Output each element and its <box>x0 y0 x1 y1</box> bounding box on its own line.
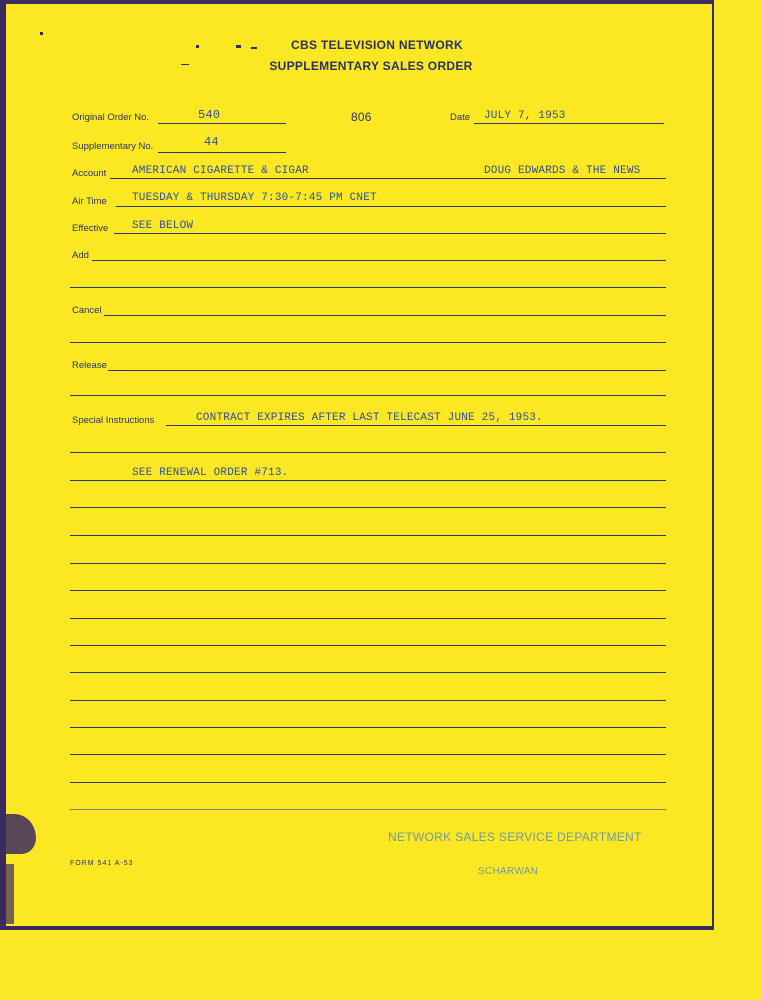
cancel-label: Cancel <box>72 305 102 316</box>
add-label: Add <box>72 250 89 261</box>
blank-line <box>70 782 666 783</box>
special-instruction-line-1: CONTRACT EXPIRES AFTER LAST TELECAST JUNE 25, 1953. <box>196 412 543 424</box>
blank-line <box>70 645 666 646</box>
cancel-rule <box>104 315 666 316</box>
signature: SCHARWAN <box>478 866 539 877</box>
corner-speck <box>40 32 43 35</box>
blank-line <box>70 700 666 701</box>
account-value: AMERICAN CIGARETTE & CIGAR <box>132 165 309 177</box>
original-order-rule <box>158 123 286 124</box>
effective-label: Effective <box>72 223 109 234</box>
supplementary-value: 44 <box>204 135 219 149</box>
air-time-value: TUESDAY & THURSDAY 7:30-7:45 PM CNET <box>132 192 377 204</box>
program-value: DOUG EDWARDS & THE NEWS <box>484 165 641 177</box>
date-value: JULY 7, 1953 <box>484 110 566 122</box>
blank-line <box>70 535 666 536</box>
date-label: Date <box>450 112 471 123</box>
blank-line <box>70 672 666 673</box>
header-speck <box>181 64 189 65</box>
account-rule <box>110 178 666 179</box>
supplementary-rule <box>158 152 286 153</box>
release-rule-2 <box>70 395 666 396</box>
supplementary-label: Supplementary No. <box>72 141 154 152</box>
effective-value: SEE BELOW <box>132 220 194 232</box>
date-rule <box>474 123 664 124</box>
cancel-rule-2 <box>70 342 666 343</box>
blank-line <box>70 754 666 755</box>
blank-line <box>70 563 666 564</box>
blank-line <box>70 809 666 810</box>
special-rule-3 <box>70 480 666 481</box>
order-number: 806 <box>351 110 372 124</box>
air-time-rule <box>116 206 666 207</box>
header-speck <box>236 45 241 48</box>
release-rule <box>108 370 666 371</box>
network-heading: CBS TELEVISION NETWORK <box>291 38 463 52</box>
original-order-value: 540 <box>198 108 221 122</box>
sales-service-department: NETWORK SALES SERVICE DEPARTMENT <box>388 830 642 844</box>
scan-margin <box>0 930 762 1000</box>
form-number: FORM 541 A-53 <box>70 860 134 867</box>
blank-line <box>70 590 666 591</box>
account-label: Account <box>72 168 107 179</box>
form-title: SUPPLEMENTARY SALES ORDER <box>269 59 473 73</box>
special-instruction-line-2: SEE RENEWAL ORDER #713. <box>132 467 289 479</box>
add-rule <box>92 260 666 261</box>
header-speck <box>196 45 199 48</box>
edge-wear-left <box>0 814 36 854</box>
release-label: Release <box>72 360 107 371</box>
blank-line <box>70 727 666 728</box>
effective-rule <box>114 233 666 234</box>
special-instructions-label: Special Instructions <box>72 415 155 426</box>
add-rule-2 <box>70 287 666 288</box>
special-rule <box>166 425 666 426</box>
blank-line <box>70 618 666 619</box>
header-speck <box>251 47 257 49</box>
special-rule-2 <box>70 452 666 453</box>
original-order-label: Original Order No. <box>72 112 150 123</box>
blank-line <box>70 507 666 508</box>
air-time-label: Air Time <box>72 196 107 207</box>
edge-wear-bottom-left <box>0 864 14 924</box>
